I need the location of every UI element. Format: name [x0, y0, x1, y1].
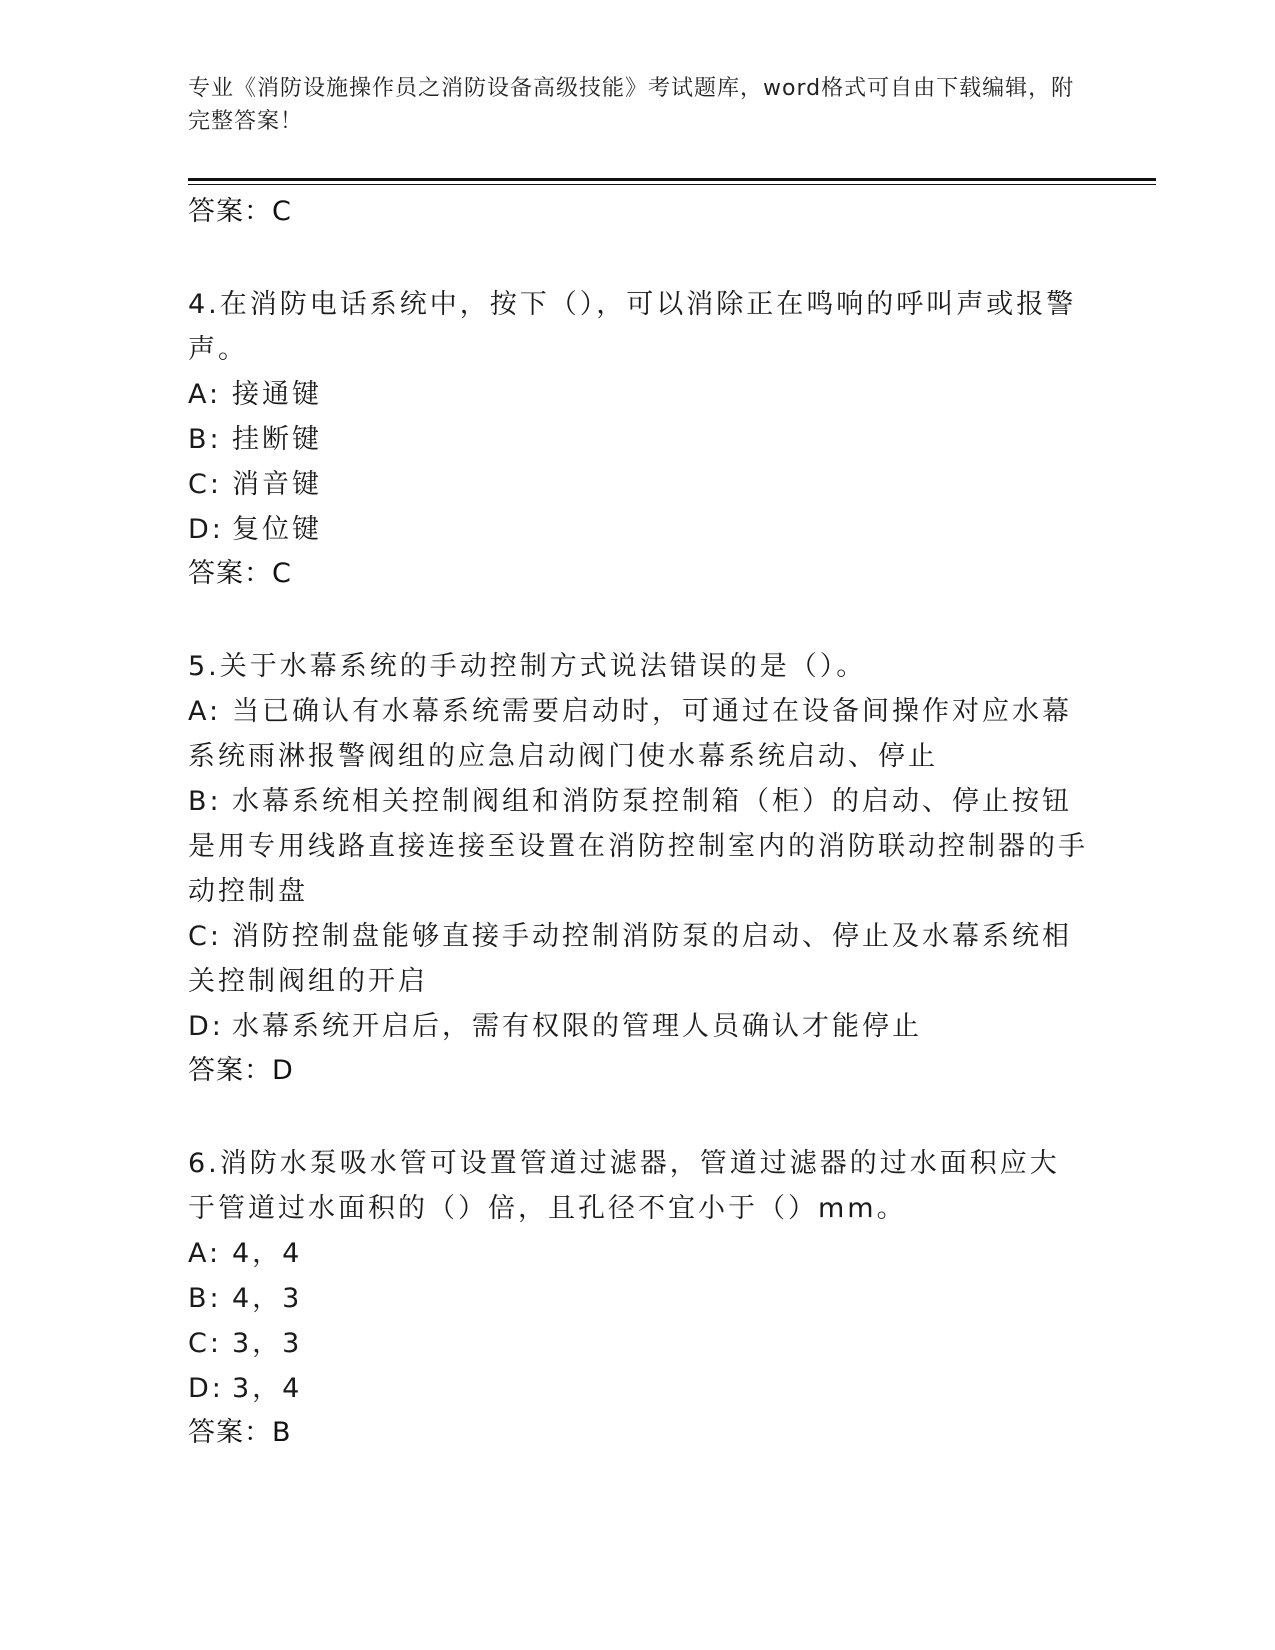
answer-line	[188, 1049, 1088, 1093]
answer-label: 答案：	[188, 1417, 272, 1448]
question-block	[188, 1141, 1088, 1455]
option-text: 挂断键	[232, 424, 322, 455]
option-text: 水幕系统相关控制阀组和消防泵控制箱（柜）的启动、停止按钮是用专用线路直接连接至设置在消防控制室内的消防联动控制器的手动控制盘	[188, 786, 1088, 907]
answer-line	[188, 190, 1088, 234]
option-letter: C:	[188, 921, 222, 952]
option-letter: A:	[188, 379, 222, 410]
option-b	[188, 417, 1088, 462]
option-letter: D:	[188, 1011, 224, 1042]
question-text: 6.消防水泵吸水管可设置管道过滤器，管道过滤器的过水面积应大于管道过水面积的（）倍，且孔径不宜小于（）mm。	[188, 1148, 1060, 1224]
option-text: 消防控制盘能够直接手动控制消防泵的启动、停止及水幕系统相关控制阀组的开启	[188, 921, 1072, 997]
option-c	[188, 1321, 1088, 1366]
option-letter: B:	[188, 786, 222, 817]
answer-value: D	[272, 1055, 294, 1086]
option-b	[188, 1276, 1088, 1321]
option-d	[188, 1366, 1088, 1411]
option-letter: C:	[188, 469, 222, 500]
question-block	[188, 282, 1088, 596]
answer-value: C	[272, 558, 292, 589]
answer-line	[188, 552, 1088, 596]
option-c	[188, 462, 1088, 507]
question-block	[188, 644, 1088, 1093]
option-text: 当已确认有水幕系统需要启动时，可通过在设备间操作对应水幕系统雨淋报警阀组的应急启动阀门使水幕系统启动、停止	[188, 696, 1072, 772]
option-letter: D:	[188, 1373, 224, 1404]
answer-label: 答案：	[188, 558, 272, 589]
option-a	[188, 1231, 1088, 1276]
page-header: 专业《消防设施操作员之消防设备高级技能》考试题库，word格式可自由下载编辑，附完整答案！	[188, 76, 1075, 134]
option-b	[188, 779, 1088, 914]
option-text: 4，3	[232, 1283, 303, 1314]
answer-label: 答案：	[188, 196, 272, 227]
option-a	[188, 689, 1088, 779]
option-letter: B:	[188, 424, 222, 455]
question-text: 5.关于水幕系统的手动控制方式说法错误的是（）。	[188, 651, 867, 682]
question-text: 4.在消防电话系统中，按下（），可以消除正在鸣响的呼叫声或报警声。	[188, 289, 1077, 365]
answer-value: B	[272, 1417, 292, 1448]
option-text: 消音键	[232, 469, 322, 500]
option-text: 水幕系统开启后，需有权限的管理人员确认才能停止	[232, 1011, 922, 1042]
option-a	[188, 372, 1088, 417]
option-letter: A:	[188, 1238, 222, 1269]
answer-label: 答案：	[188, 1055, 272, 1086]
option-text: 复位键	[232, 514, 322, 545]
option-letter: B:	[188, 1283, 222, 1314]
option-letter: D:	[188, 514, 224, 545]
option-text: 3，3	[232, 1328, 303, 1359]
option-letter: A:	[188, 696, 222, 727]
option-text: 3，4	[232, 1373, 303, 1404]
answer-line	[188, 1411, 1088, 1455]
header-divider-thin	[188, 184, 1156, 185]
answer-value: C	[272, 196, 292, 227]
option-c	[188, 914, 1088, 1004]
header-divider-thick	[188, 178, 1156, 181]
option-text: 接通键	[232, 379, 322, 410]
option-d	[188, 1004, 1088, 1049]
question-list	[188, 190, 1088, 1455]
option-d	[188, 507, 1088, 552]
option-text: 4，4	[232, 1238, 303, 1269]
option-letter: C:	[188, 1328, 222, 1359]
